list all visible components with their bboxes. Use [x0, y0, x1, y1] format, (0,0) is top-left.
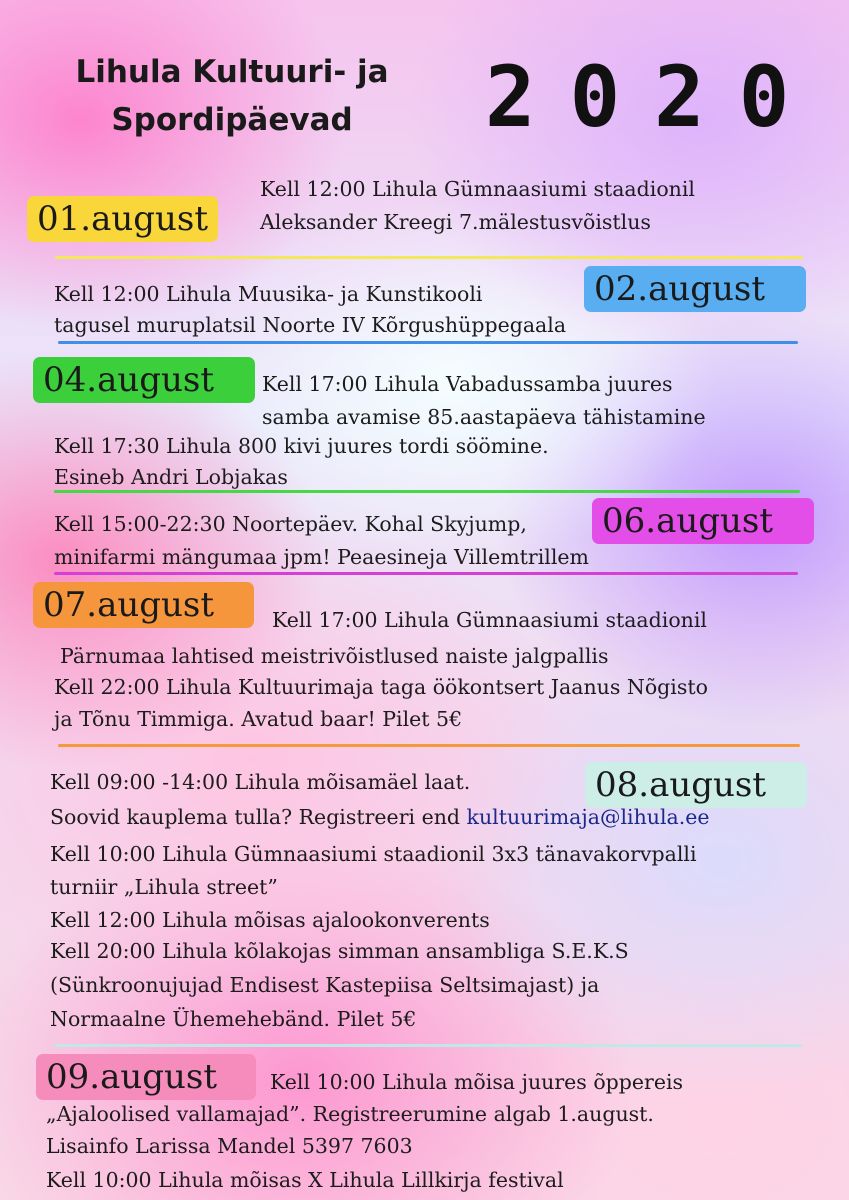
day-08-line-2: [50, 803, 710, 832]
year-heading: 2020: [485, 48, 824, 146]
divider-teal: [54, 1044, 802, 1047]
day-09-line-2: „Ajaloolised vallamajad”. Registreerumine algab 1.august.: [46, 1102, 654, 1126]
day-08-line-4: turniir „Lihula street”: [50, 875, 278, 899]
day-04-line-4: Esineb Andri Lobjakas: [54, 465, 288, 489]
divider-magenta: [54, 572, 798, 575]
day-08-line-7: (Sünkroonujujad Endisest Kastepiisa Seltsimajast) ja: [50, 973, 600, 997]
day-06-line-2: minifarmi mängumaa jpm! Peaesineja Villemtrillem: [54, 545, 589, 569]
day-04-line-2: samba avamise 85.aastapäeva tähistamine: [262, 405, 706, 429]
day-09-line-3: Lisainfo Larissa Mandel 5397 7603: [46, 1134, 413, 1158]
title-line-2: Spordipäevad: [111, 102, 353, 138]
date-badge-01-august: 01.august: [27, 196, 218, 242]
email-link[interactable]: kultuurimaja@lihula.ee: [466, 805, 710, 829]
event-title: [22, 48, 442, 144]
divider-yellow: [55, 256, 803, 259]
divider-blue: [58, 341, 798, 344]
day-07-line-2: Pärnumaa lahtised meistrivõistlused naiste jalgpallis: [60, 644, 609, 668]
day-07-line-4: ja Tõnu Timmiga. Avatud baar! Pilet 5€: [54, 707, 463, 731]
day-08-line-2-text: Soovid kauplema tulla? Registreeri end: [50, 805, 467, 829]
day-04-line-1: Kell 17:00 Lihula Vabadussamba juures: [262, 372, 673, 396]
date-badge-09-august: 09.august: [36, 1054, 256, 1100]
date-badge-08-august: 08.august: [585, 762, 807, 808]
day-09-line-1: Kell 10:00 Lihula mõisa juures õppereis: [270, 1070, 684, 1094]
divider-orange: [58, 744, 800, 747]
day-08-line-6: Kell 20:00 Lihula kõlakojas simman ansambliga S.E.K.S: [50, 939, 629, 963]
day-08-line-5: Kell 12:00 Lihula mõisas ajalookonverents: [50, 908, 490, 932]
day-09-line-4: Kell 10:00 Lihula mõisas X Lihula Lillkirja festival: [46, 1168, 564, 1192]
day-02-line-1: Kell 12:00 Lihula Muusika- ja Kunstikooli: [54, 282, 483, 306]
date-badge-06-august: 06.august: [592, 498, 814, 544]
divider-green: [54, 490, 800, 493]
day-01-line-1: Kell 12:00 Lihula Gümnaasiumi staadionil: [260, 177, 695, 201]
title-line-1: Lihula Kultuuri- ja: [75, 54, 389, 90]
day-04-line-3: Kell 17:30 Lihula 800 kivi juures tordi söömine.: [54, 434, 549, 458]
day-08-line-8: Normaalne Ühemehebänd. Pilet 5€: [50, 1007, 417, 1031]
day-02-line-2: tagusel muruplatsil Noorte IV Kõrgushüppegaala: [54, 313, 567, 337]
day-07-line-3: Kell 22:00 Lihula Kultuurimaja taga öökontsert Jaanus Nõgisto: [54, 675, 708, 699]
day-07-line-1: Kell 17:00 Lihula Gümnaasiumi staadionil: [272, 608, 707, 632]
day-01-line-2: Aleksander Kreegi 7.mälestusvõistlus: [260, 210, 651, 234]
day-08-line-1: Kell 09:00 -14:00 Lihula mõisamäel laat.: [50, 770, 471, 794]
date-badge-02-august: 02.august: [584, 266, 806, 312]
date-badge-04-august: 04.august: [33, 357, 255, 403]
day-06-line-1: Kell 15:00-22:30 Noortepäev. Kohal Skyjump,: [54, 512, 527, 536]
date-badge-07-august: 07.august: [33, 582, 254, 628]
day-08-line-3: Kell 10:00 Lihula Gümnaasiumi staadionil 3x3 tänavakorvpalli: [50, 842, 697, 866]
